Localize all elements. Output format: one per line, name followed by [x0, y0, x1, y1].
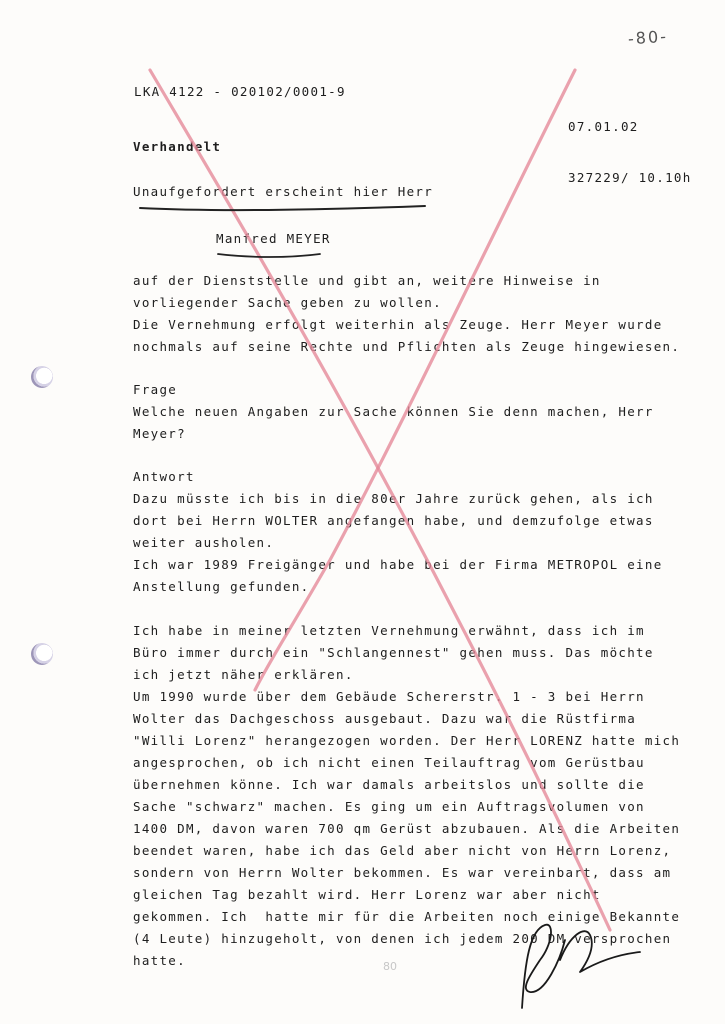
header-date: 07.01.02 [568, 119, 639, 134]
header-time-ref: 327229/ 10.10h [568, 170, 692, 185]
paragraph-line: Ich habe in meiner letzten Vernehmung erwähnt, dass ich im [133, 623, 645, 638]
document-title: Verhandelt [133, 139, 222, 154]
answer-label: Antwort [133, 469, 195, 484]
answer-line: Dazu müsste ich bis in die 80er Jahre zurück gehen, als ich [133, 491, 654, 506]
paragraph-line: hatte. [133, 953, 186, 968]
paragraph-line: (4 Leute) hinzugeholt, von denen ich jedem 200 DM versprochen [133, 931, 672, 946]
paragraph-line: 1400 DM, davon waren 700 qm Gerüst abzubauen. Als die Arbeiten [133, 821, 681, 836]
paragraph-line: übernehmen könne. Ich war damals arbeitslos und sollte die [133, 777, 645, 792]
paragraph-line: Wolter das Dachgeschoss ausgebaut. Dazu war die Rüstfirma [133, 711, 637, 726]
answer-line: Anstellung gefunden. [133, 579, 310, 594]
paragraph-line: gekommen. Ich hatte mir für die Arbeiten noch einige Bekannte [133, 909, 681, 924]
file-reference: LKA 4122 - 020102/0001-9 [134, 84, 346, 99]
paragraph-line: "Willi Lorenz" herangezogen worden. Der Herr LORENZ hatte mich [133, 733, 681, 748]
name-underline [218, 254, 320, 257]
intro-line: Unaufgefordert erscheint hier Herr [133, 184, 434, 199]
body-line: vorliegender Sache geben zu wollen. [133, 295, 442, 310]
paragraph-line: sondern von Herrn Wolter bekommen. Es war vereinbart, dass am [133, 865, 672, 880]
question-line: Welche neuen Angaben zur Sache können Sie denn machen, Herr [133, 404, 654, 419]
cross-out-stroke-2 [255, 70, 575, 690]
paragraph-line: beendet waren, habe ich das Geld aber nicht von Herrn Lorenz, [133, 843, 672, 858]
person-name: Manfred MEYER [216, 231, 331, 246]
paragraph-line: Sache "schwarz" machen. Es ging um ein Auftragsvolumen von [133, 799, 645, 814]
body-line: auf der Dienststelle und gibt an, weitere Hinweise in [133, 273, 601, 288]
punch-hole-top [31, 366, 53, 388]
punch-hole-bottom [31, 643, 53, 665]
intro-underline [140, 206, 425, 210]
question-label: Frage [133, 382, 178, 397]
header-date-block [568, 84, 692, 220]
bleed-through-text: ​ [429, 480, 431, 531]
answer-line: Ich war 1989 Freigänger und habe bei der Firma METROPOL eine [133, 557, 663, 572]
body-line: Die Vernehmung erfolgt weiterhin als Zeuge. Herr Meyer wurde [133, 317, 663, 332]
answer-line: weiter ausholen. [133, 535, 275, 550]
question-line: Meyer? [133, 426, 186, 441]
body-line: nochmals auf seine Rechte und Pflichten als Zeuge hingewiesen. [133, 339, 681, 354]
page-number: 80 [383, 960, 397, 973]
paragraph-line: ich jetzt näher erklären. [133, 667, 354, 682]
paragraph-line: gleichen Tag bezahlt wird. Herr Lorenz war aber nicht [133, 887, 601, 902]
paragraph-line: Um 1990 wurde über dem Gebäude Schererstr. 1 - 3 bei Herrn [133, 689, 645, 704]
corner-page-mark: -80- [627, 26, 669, 49]
paragraph-line: Büro immer durch ein "Schlangennest" gehen muss. Das möchte [133, 645, 654, 660]
paragraph-line: angesprochen, ob ich nicht einen Teilauftrag vom Gerüstbau [133, 755, 645, 770]
answer-line: dort bei Herrn WOLTER angefangen habe, und demzufolge etwas [133, 513, 654, 528]
